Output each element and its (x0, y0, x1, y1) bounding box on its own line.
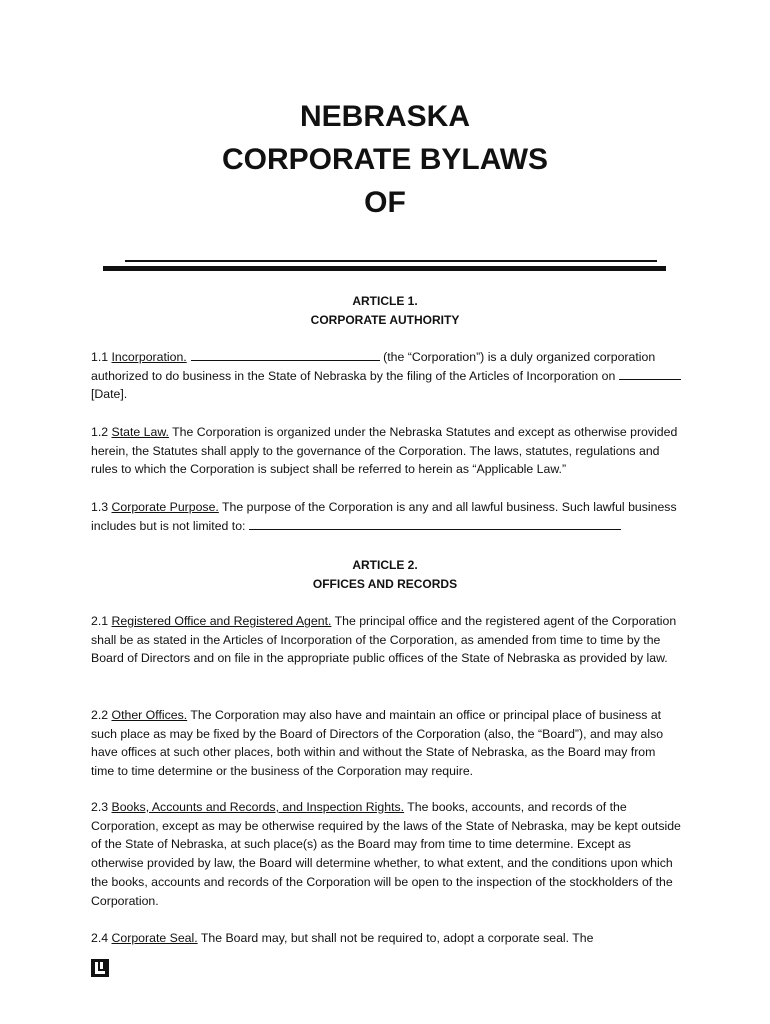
section-text: The Board may, but shall not be required to, adopt a corporate seal. The (197, 931, 594, 945)
document-logo-icon (91, 959, 109, 977)
section-lead: Registered Office and Registered Agent. (111, 614, 332, 628)
article-2-title: OFFICES AND RECORDS (312, 577, 458, 591)
section-lead: Corporate Purpose. (111, 500, 219, 514)
article-2-heading (0, 556, 770, 594)
section-number: 1.1 (91, 350, 112, 364)
section-lead: State Law. (111, 425, 169, 439)
title-line-bylaws: CORPORATE BYLAWS (221, 143, 549, 176)
section-text: (the “Corporation”) is a duly organized corporation authorized to do business in the State of Nebraska by the filing of the Articles of Incorporation on (91, 350, 656, 383)
section-lead: Incorporation. (111, 350, 187, 364)
article-1-title: CORPORATE AUTHORITY (310, 313, 460, 327)
article-1-number: ARTICLE 1. (352, 294, 418, 308)
title-line-of: OF (364, 186, 406, 219)
date-blank[interactable] (619, 367, 681, 380)
title-line-state: NEBRASKA (299, 100, 470, 133)
section-2-4 (91, 929, 681, 948)
section-2-3 (91, 798, 681, 910)
section-number: 1.2 (91, 425, 112, 439)
title-rule-thin (125, 260, 657, 262)
business-purpose-blank[interactable] (249, 517, 621, 530)
section-lead: Other Offices. (111, 708, 188, 722)
section-number: 2.2 (91, 708, 112, 722)
article-2-number: ARTICLE 2. (352, 558, 418, 572)
section-number: 2.1 (91, 614, 112, 628)
section-2-1 (91, 612, 681, 668)
section-text: The purpose of the Corporation is any and all lawful business. Such lawful business includes but is not limited to: (91, 500, 677, 533)
article-1-heading (0, 292, 770, 330)
section-text: The books, accounts, and records of the Corporation, except as may be otherwise required by the laws of the State of Nebraska, may be kept outside of the State of Nebraska, at such place(s) as the Board may from time to time determine. Except as otherwise provided by law, the Board will determine whether, to what extent, and the conditions upon which the books, accounts and records of the Corporation will be open to the inspection of the stockholders of the Corporation. (91, 800, 681, 908)
title-rule-thick (103, 266, 666, 271)
section-2-2 (91, 706, 681, 781)
section-1-2 (91, 423, 681, 479)
corporation-name-blank[interactable] (191, 348, 380, 361)
section-text: The principal office and the registered agent of the Corporation shall be as stated in the Articles of Incorporation of the Corporation, as amended from time to time by the Board of Directors and on file in the appropriate public offices of the State of Nebraska as provided by law. (91, 614, 677, 666)
section-number: 1.3 (91, 500, 112, 514)
section-number: 2.4 (91, 931, 112, 945)
section-text: The Corporation is organized under the Nebraska Statutes and except as otherwise provided herein, the Statutes shall apply to the governance of the Corporation. The laws, statutes, regulations and rules to which the Corporation is subject shall be referred to herein as “Applicable Law.” (91, 425, 678, 477)
section-lead: Books, Accounts and Records, and Inspection Rights. (111, 800, 405, 814)
document-title (0, 95, 770, 224)
section-lead: Corporate Seal. (111, 931, 198, 945)
section-number: 2.3 (91, 800, 112, 814)
section-text: The Corporation may also have and maintain an office or principal place of business at such place as may be fixed by the Board of Directors of the Corporation (also, the “Board”), and may also have offices at such other places, both within and without the State of Nebraska, as the Board may from time to time determine or the business of the Corporation may require. (91, 708, 664, 779)
section-1-1 (91, 348, 681, 404)
section-1-3 (91, 498, 681, 535)
document-logo-glyph (91, 959, 109, 977)
section-text-end: [Date]. (91, 387, 128, 402)
